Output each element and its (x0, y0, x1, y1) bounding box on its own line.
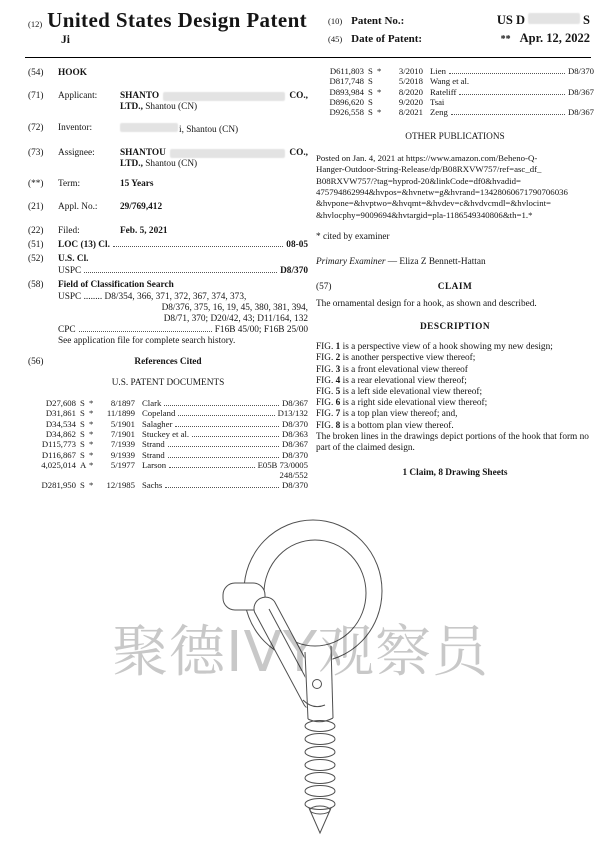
patent-header-left (28, 8, 307, 46)
citation-name: Tsai (430, 96, 445, 107)
citation-star: * (89, 428, 94, 439)
citation-class: D8/363 (281, 428, 308, 439)
citation-number: D116,867 (41, 449, 76, 460)
references-cited-header: References Cited (134, 356, 202, 367)
header-divider (25, 57, 591, 58)
citation-kind: S (368, 76, 373, 87)
fig-number: 3 (335, 364, 341, 375)
fig-label: FIG. (316, 386, 334, 397)
assignee-ltd: LTD., (120, 159, 143, 170)
field-term (28, 179, 308, 190)
redaction-patent-no (528, 13, 580, 24)
field-code: (72) (28, 122, 44, 133)
citation-number: D896,620 (329, 96, 364, 107)
kind-code: (12) (28, 19, 43, 29)
screw-tip (309, 808, 331, 833)
citation-name: Wang et al. (430, 76, 470, 87)
redaction-inventor-name (120, 123, 178, 132)
citation-class: D8/367 (567, 86, 594, 97)
applicant-city: Shantou (CN) (145, 102, 198, 113)
dot-leader (79, 331, 212, 332)
dot-leader (164, 405, 279, 406)
field-58-search (28, 280, 308, 291)
field-code: (57) (316, 281, 332, 292)
primary-examiner-name: Eliza Z Bennett-Hattan (399, 257, 486, 268)
fig-text: is a top plan view thereof; and, (342, 409, 458, 420)
description-header: DESCRIPTION (419, 321, 491, 332)
citation-row (28, 419, 308, 429)
cited-by-examiner-note: * cited by examiner (316, 232, 390, 243)
citation-name: Larson (142, 459, 167, 470)
figure-description (316, 409, 594, 420)
applicant-name-suffix: CO., (289, 91, 308, 102)
applicant-label: Applicant: (58, 91, 98, 102)
fig-label: FIG. (316, 342, 334, 353)
citation-row (316, 87, 594, 97)
redaction-assignee-name (170, 149, 286, 158)
date-code: (45) (328, 34, 343, 44)
fig-label: FIG. (316, 353, 334, 364)
citation-row-continuation (28, 470, 308, 480)
date-value: Apr. 12, 2022 (519, 31, 590, 45)
search-cpc-value: F16B 45/00; F16B 25/00 (214, 325, 308, 336)
citation-row (316, 66, 594, 76)
citation-row (28, 460, 308, 470)
appl-no-label: Appl. No.: (58, 202, 98, 213)
thread-coil (305, 734, 335, 745)
fig-label: FIG. (316, 398, 334, 409)
fig-number: 8 (335, 420, 341, 431)
citation-star: * (89, 449, 94, 460)
publication-line: &hvlocphy=9009694&hvtargid=pla-1186549340806&th=1.* (316, 209, 533, 220)
citation-name: Stuckey et al. (142, 428, 190, 439)
thread-coil (305, 773, 335, 784)
citation-star: * (377, 86, 382, 97)
citation-number: D926,558 (329, 107, 364, 118)
inventor-city: i, Shantou (CN) (179, 124, 239, 135)
citation-kind: S (80, 439, 85, 450)
dot-leader (449, 73, 565, 74)
citation-row (316, 76, 594, 86)
citation-kind: S (368, 66, 373, 76)
citation-number: D27,608 (45, 398, 76, 409)
citation-class: D13/132 (277, 408, 308, 419)
citation-date: 11/1899 (106, 408, 135, 419)
thread-coil (305, 760, 335, 771)
field-code: (**) (28, 179, 44, 190)
field-code: (21) (28, 202, 44, 213)
field-code: (71) (28, 91, 44, 102)
inventor-surname: Ji (61, 34, 70, 46)
assignee-name-prefix: SHANTOU (120, 147, 166, 158)
field-code: (22) (28, 225, 44, 236)
applicant-name-prefix: SHANTO (120, 91, 160, 102)
figure-description (316, 387, 594, 398)
dot-leader (113, 246, 283, 247)
citation-table-left (28, 398, 308, 491)
patent-no-code: (10) (328, 16, 343, 26)
thread-coil (305, 799, 335, 810)
assignee-label: Assignee: (58, 147, 95, 158)
citation-class: D8/370 (567, 66, 594, 76)
citation-date: 8/1897 (110, 398, 135, 409)
citation-star: * (89, 418, 94, 429)
fig-text: is a rear elevational view thereof; (342, 375, 467, 386)
citation-class: D8/370 (281, 449, 308, 460)
dot-leader (192, 436, 279, 437)
search-cpc-label: CPC (58, 325, 76, 336)
thread-coil (305, 747, 335, 758)
citation-kind: S (80, 449, 85, 460)
other-publications-header: OTHER PUBLICATIONS (405, 132, 505, 143)
fig-number: 5 (335, 386, 341, 397)
citation-date: 8/2021 (398, 107, 423, 118)
field-22-filed (28, 226, 308, 237)
search-uspc-continuation-block (58, 303, 308, 325)
citation-number: D115,773 (41, 439, 76, 450)
citation-kind: S (80, 398, 85, 409)
uspc-continuation: D8/71, 370; D20/42, 43; D11/164, 132 (163, 314, 308, 325)
dot-leader (84, 272, 277, 273)
citation-class: D8/370 (281, 418, 308, 429)
patent-no-label: Patent No.: (351, 15, 405, 27)
broken-lines-note: The broken lines in the drawings depict portions of the hook that form no part of the claimed design. (316, 431, 589, 453)
date-of-patent-label: Date of Patent: (351, 33, 423, 45)
dot-leader (168, 446, 279, 447)
citation-kind: A (80, 459, 87, 470)
em-dash: — (387, 257, 398, 268)
publication-line: Posted on Jan. 4, 2021 at https://www.amazon.com/Beheno-Q- (316, 152, 538, 163)
fig-number: 4 (335, 375, 341, 386)
uspc-label: USPC (58, 266, 82, 277)
citation-date: 5/1977 (110, 459, 135, 470)
field-code: (58) (28, 280, 44, 291)
thread-coil (305, 786, 335, 797)
uspc-value: D8/370 (280, 266, 308, 277)
us-patent-documents-header: U.S. PATENT DOCUMENTS (111, 377, 225, 388)
claims-drawing-sheets-line: 1 Claim, 8 Drawing Sheets (402, 468, 508, 479)
citation-date: 7/1939 (110, 439, 135, 450)
figure-description (316, 342, 594, 353)
invention-title: HOOK (58, 68, 87, 78)
primary-examiner-line (316, 257, 594, 268)
appl-no-value: 29/769,412 (120, 202, 163, 213)
citation-date: 12/1985 (106, 480, 135, 491)
citation-kind: S (368, 86, 373, 97)
citation-number: D817,748 (329, 76, 364, 87)
applicant-ltd: LTD., (120, 102, 143, 113)
page-title: United States Design Patent (47, 8, 308, 32)
fig-text: is a perspective view of a hook showing my new design; (342, 342, 553, 353)
dot-leader (451, 114, 565, 115)
publication-line: &hvpone=&hvptwo=&hvqmt=&hvdev=c&hvdvcmdl=&hvlocint= (316, 198, 552, 209)
citation-date: 5/1901 (110, 418, 135, 429)
field-of-search-label: Field of Classification Search (58, 280, 174, 291)
citation-star: * (89, 459, 94, 470)
dot-leader (165, 487, 279, 488)
citation-star: * (89, 480, 94, 491)
uspc-continuation: D8/376, 375, 16, 19, 45, 380, 381, 394, (161, 302, 308, 313)
citation-row (28, 439, 308, 449)
term-label: Term: (58, 179, 81, 190)
figure-description (316, 365, 594, 376)
citation-star: * (377, 107, 382, 118)
primary-examiner-label: Primary Examiner (316, 257, 386, 268)
citation-name: Lien (430, 66, 446, 76)
redaction-applicant-name (163, 92, 285, 101)
citation-star: * (89, 439, 94, 450)
dot-leader (175, 426, 279, 427)
citation-number: D281,950 (41, 480, 76, 491)
citation-kind: S (368, 107, 373, 118)
citation-row (28, 480, 308, 490)
citation-class: D8/367 (281, 398, 308, 409)
field-72-inventor (28, 123, 308, 136)
filed-value: Feb. 5, 2021 (120, 225, 168, 236)
fig-label: FIG. (316, 420, 334, 431)
filed-label: Filed: (58, 225, 80, 236)
citation-name: Rateliff (430, 86, 457, 97)
figure-description (316, 398, 594, 409)
fig-number: 7 (335, 409, 341, 420)
citation-name: Sachs (142, 480, 163, 491)
fig-text: is a bottom plan view thereof. (342, 420, 454, 431)
citation-star: * (377, 66, 382, 76)
dot-leader (178, 415, 274, 416)
dot-leader (168, 457, 279, 458)
search-history-note: See application file for complete search history. (58, 336, 236, 347)
citation-date: 7/1901 (110, 428, 135, 439)
search-uspc-dots: ........ (83, 291, 103, 302)
figure-description (316, 353, 594, 364)
field-21-appl-no (28, 202, 308, 213)
citation-date: 3/2010 (398, 66, 423, 76)
patent-no-prefix: US D (496, 13, 526, 27)
publication-line: B08RXVW757/?tag=hyprod-20&linkCode=df0&hvadid= (316, 175, 521, 186)
citation-row (28, 429, 308, 439)
citation-kind: S (80, 480, 85, 491)
citation-star: * (89, 408, 94, 419)
field-code: (56) (28, 356, 44, 367)
field-52-uscl (28, 254, 308, 265)
fig-number: 2 (335, 353, 341, 364)
field-54-title (28, 68, 308, 79)
loc-label: LOC (13) Cl. (58, 239, 110, 250)
citation-name: Salagher (142, 418, 173, 429)
figure-description (316, 376, 594, 387)
citation-class: D8/370 (281, 480, 308, 491)
fig-label: FIG. (316, 409, 334, 420)
fig-text: is another perspective view thereof; (342, 353, 476, 364)
field-code: (51) (28, 239, 44, 250)
citation-name: Copeland (142, 408, 176, 419)
citation-kind: S (80, 408, 85, 419)
fig-label: FIG. (316, 364, 334, 375)
search-uspc-classes: D8/354, 366, 371, 372, 367, 374, 373, (104, 291, 247, 302)
citation-date: 8/2020 (398, 86, 423, 97)
publication-paragraph (316, 153, 594, 221)
citation-number: D34,534 (45, 418, 76, 429)
field-52-uspc (28, 266, 308, 277)
field-73-assignee (28, 148, 308, 170)
citation-star: * (89, 398, 94, 409)
figure-description (316, 421, 594, 432)
field-58-uspc-line1 (28, 292, 308, 348)
citation-number: D34,862 (45, 428, 76, 439)
claim-text: The ornamental design for a hook, as shown and described. (316, 298, 537, 309)
citation-row (316, 107, 594, 117)
assignee-name-suffix: CO., (289, 147, 308, 158)
fig-label: FIG. (316, 375, 334, 386)
citation-row (28, 398, 308, 408)
citation-kind: S (80, 428, 85, 439)
patent-header-right (328, 13, 590, 49)
field-code: (54) (28, 68, 44, 78)
field-code: (52) (28, 254, 44, 265)
citation-kind: S (368, 96, 373, 107)
field-57-claim (316, 282, 594, 293)
left-column (28, 68, 308, 491)
us-cl-label: U.S. Cl. (58, 254, 89, 265)
citation-number: 4,025,014 (41, 459, 76, 470)
term-stars: ** (500, 34, 511, 45)
claim-header: CLAIM (437, 281, 473, 292)
publication-line: Hanger-Outdoor-String-Release/dp/B08RXVW757/ref=asc_df_ (316, 164, 542, 175)
loc-value: 08-05 (286, 239, 308, 250)
patent-no-suffix: S (583, 13, 590, 27)
citation-name: Strand (142, 439, 165, 450)
citation-date: 9/1939 (110, 449, 135, 460)
publication-line: 475794862994&hvpos=&hvnetw=g&hvrand=13428060671790706036 (316, 186, 568, 197)
citation-class: E05B 73/0005 (257, 459, 308, 470)
citation-number: D31,861 (45, 408, 76, 419)
field-51-loc (28, 240, 308, 251)
field-code: (73) (28, 147, 44, 158)
dot-leader (459, 94, 565, 95)
field-71-applicant (28, 91, 308, 113)
citation-table-right (316, 66, 594, 117)
right-column (316, 66, 594, 479)
fig-text: is a right side elevational view thereof; (342, 398, 488, 409)
citation-kind: S (80, 418, 85, 429)
field-56-references (28, 357, 308, 368)
citation-row (28, 408, 308, 418)
search-uspc-label: USPC (58, 291, 82, 302)
citation-date: 5/2018 (398, 76, 423, 87)
citation-class: D8/367 (281, 439, 308, 450)
term-value: 15 Years (120, 179, 154, 190)
patent-no-value (497, 13, 590, 28)
citation-row (28, 450, 308, 460)
citation-class-2: 248/552 (279, 470, 308, 481)
assignee-city: Shantou (CN) (145, 159, 198, 170)
fig-number: 1 (335, 342, 341, 353)
watermark-text: 聚德IVY观察员 (112, 620, 490, 685)
citation-number: D611,803 (329, 66, 364, 76)
fig-text: is a front elevational view thereof (342, 364, 468, 375)
date-of-patent-value (501, 31, 590, 46)
citation-name: Clark (142, 398, 162, 409)
citation-row (316, 97, 594, 107)
citation-name: Strand (142, 449, 165, 460)
citation-date: 9/2020 (398, 96, 423, 107)
citation-name: Zeng (430, 107, 448, 118)
fig-text: is a left side elevational view thereof; (342, 386, 483, 397)
fig-number: 6 (335, 398, 341, 409)
dot-leader (169, 467, 254, 468)
citation-number: D893,984 (329, 86, 364, 97)
inventor-label: Inventor: (58, 122, 93, 133)
citation-class: D8/367 (567, 107, 594, 118)
figure-description-list (316, 342, 594, 432)
